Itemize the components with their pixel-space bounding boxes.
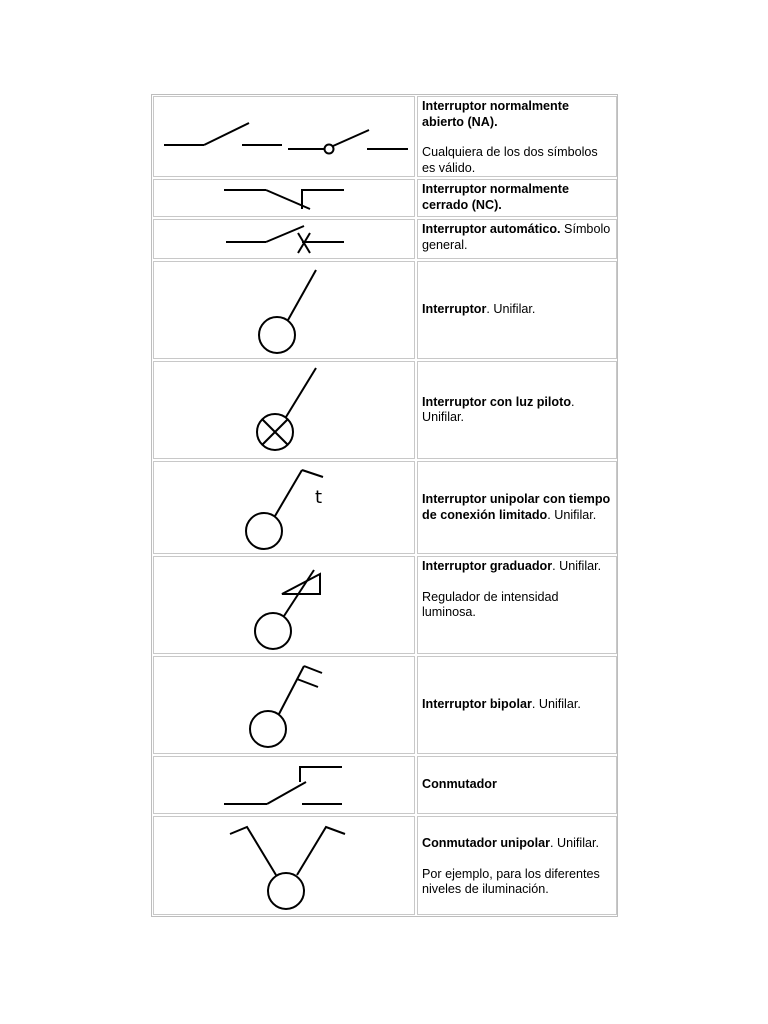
description-cell bbox=[417, 461, 617, 554]
symbol-cell bbox=[153, 656, 415, 754]
row-note: Cualquiera de los dos símbolos es válido. bbox=[422, 145, 598, 175]
description-cell bbox=[417, 816, 617, 915]
symbols-table bbox=[151, 94, 618, 917]
row-title: Interruptor automático. bbox=[422, 222, 561, 236]
description-cell bbox=[417, 656, 617, 754]
description-cell bbox=[417, 179, 617, 217]
row-text: Símbolo general. bbox=[422, 222, 611, 252]
symbol-cell bbox=[153, 219, 415, 259]
description-cell bbox=[417, 219, 617, 259]
normally-closed-switch-icon bbox=[154, 180, 416, 218]
row-text: . Unifilar. bbox=[552, 559, 602, 573]
symbol-cell bbox=[153, 556, 415, 654]
symbol-cell bbox=[153, 96, 415, 177]
row-note: Regulador de intensidad luminosa. bbox=[422, 589, 559, 619]
row-title: Interruptor bbox=[422, 302, 487, 317]
row-text: . Unifilar. bbox=[531, 697, 581, 712]
row-title: Conmutador bbox=[422, 777, 497, 792]
description-cell bbox=[417, 261, 617, 359]
normally-open-switch-icon bbox=[154, 97, 416, 178]
row-title: Interruptor con luz piloto bbox=[422, 394, 572, 409]
row-title: Conmutador unipolar bbox=[422, 836, 551, 850]
row-text: . Unifilar. bbox=[486, 302, 536, 317]
row-title: Interruptor unipolar con tiempo de conexión limitado bbox=[422, 492, 611, 522]
automatic-switch-icon bbox=[154, 220, 416, 260]
row-title: Interruptor normalmente abierto (NA). bbox=[422, 99, 569, 129]
symbol-cell bbox=[153, 179, 415, 217]
symbol-cell bbox=[153, 461, 415, 554]
switch-single-line-icon bbox=[154, 262, 416, 360]
description-cell bbox=[417, 96, 617, 177]
row-text: . Unifilar. bbox=[422, 394, 575, 424]
changeover-switch-icon bbox=[154, 757, 416, 815]
table-row bbox=[152, 655, 617, 755]
symbol-cell bbox=[153, 816, 415, 915]
symbol-cell bbox=[153, 756, 415, 814]
symbol-letter-t: t bbox=[315, 487, 323, 508]
table-row bbox=[152, 260, 617, 360]
table-row bbox=[152, 460, 617, 555]
table-row bbox=[152, 815, 617, 916]
description-cell bbox=[417, 361, 617, 459]
row-text: . Unifilar. bbox=[547, 507, 597, 522]
table-row bbox=[152, 555, 617, 655]
symbol-cell bbox=[153, 361, 415, 459]
description-cell bbox=[417, 556, 617, 654]
description-cell bbox=[417, 756, 617, 814]
timed-switch-icon bbox=[154, 462, 416, 555]
table-row bbox=[152, 755, 617, 815]
single-pole-changeover-icon bbox=[154, 817, 416, 916]
dimmer-switch-icon bbox=[154, 557, 416, 655]
row-title: Interruptor graduador bbox=[422, 559, 553, 573]
pilot-light-switch-icon bbox=[154, 362, 416, 460]
table-row bbox=[152, 218, 617, 260]
bipolar-switch-icon bbox=[154, 657, 416, 755]
row-title: Interruptor normalmente cerrado (NC). bbox=[422, 182, 569, 212]
row-text: . Unifilar. bbox=[550, 836, 600, 850]
symbol-cell bbox=[153, 261, 415, 359]
table-row bbox=[152, 95, 617, 178]
row-title: Interruptor bipolar bbox=[422, 697, 532, 712]
table-row bbox=[152, 360, 617, 460]
table-row bbox=[152, 178, 617, 218]
row-note: Por ejemplo, para los diferentes niveles de iluminación. bbox=[422, 866, 600, 896]
